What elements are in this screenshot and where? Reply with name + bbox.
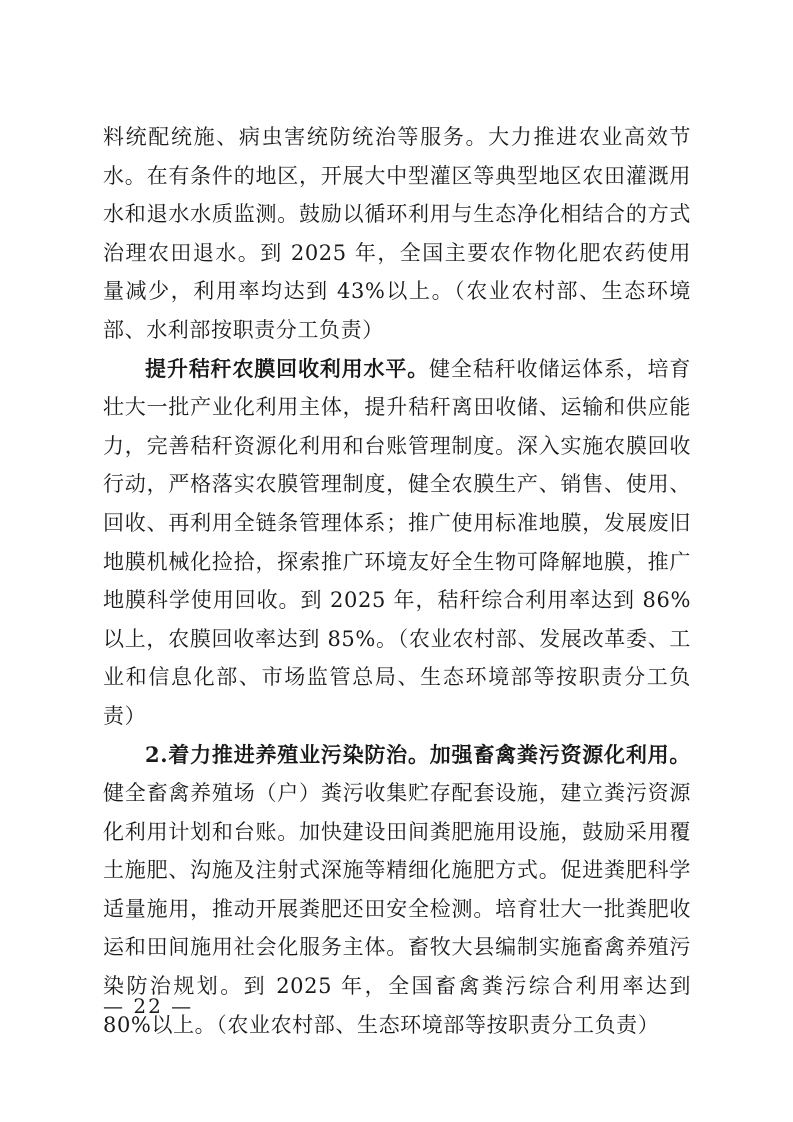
- paragraph-body: 料统配统施、病虫害统防统治等服务。大力推进农业高效节水。在有条件的地区，开展大中型灌区等典型地区农田灌溉用水和退水水质监测。鼓励以循环利用与生态净化相结合的方式治理农田退水。到 2025 年，全国主要农作物化肥农药使用量减少，利用率均达到 43%以上。（农业农村部、生态环境部、水利部按职责分工负责）: [103, 125, 691, 342]
- paragraph-straw-film-recycling: [103, 350, 691, 736]
- paragraph-heading: 2.着力推进养殖业污染防治。加强畜禽粪污资源化利用。: [145, 741, 691, 767]
- paragraph-body: 健全畜禽养殖场（户）粪污收集贮存配套设施，建立粪污资源化利用计划和台账。加快建设田间粪肥施用设施，鼓励采用覆土施肥、沟施及注射式深施等精细化施肥方式。促进粪肥科学适量施用，推动开展粪肥还田安全检测。培育壮大一批粪肥收运和田间施用社会化服务主体。畜牧大县编制实施畜禽养殖污染防治规划。到 2025 年，全国畜禽粪污综合利用率达到 80%以上。（农业农村部、生态环境部等按职责分工负责）: [103, 781, 691, 1037]
- paragraph-heading: 提升秸秆农膜回收利用水平。: [145, 355, 430, 381]
- page-number: — 22 —: [103, 994, 194, 1018]
- paragraph-continuation: [103, 118, 691, 350]
- body-text: [103, 118, 691, 1044]
- paragraph-body: 健全秸秆收储运体系，培育壮大一批产业化利用主体，提升秸秆离田收储、运输和供应能力，完善秸秆资源化利用和台账管理制度。深入实施农膜回收行动，严格落实农膜管理制度，健全农膜生产、销售、使用、回收、再利用全链条管理体系；推广使用标准地膜，发展废旧地膜机械化捡拾，探索推广环境友好全生物可降解地膜，推广地膜科学使用回收。到 2025 年，秸秆综合利用率达到 86%以上，农膜回收率达到 85%。（农业农村部、发展改革委、工业和信息化部、市场监管总局、生态环境部等按职责分工负责）: [103, 356, 691, 728]
